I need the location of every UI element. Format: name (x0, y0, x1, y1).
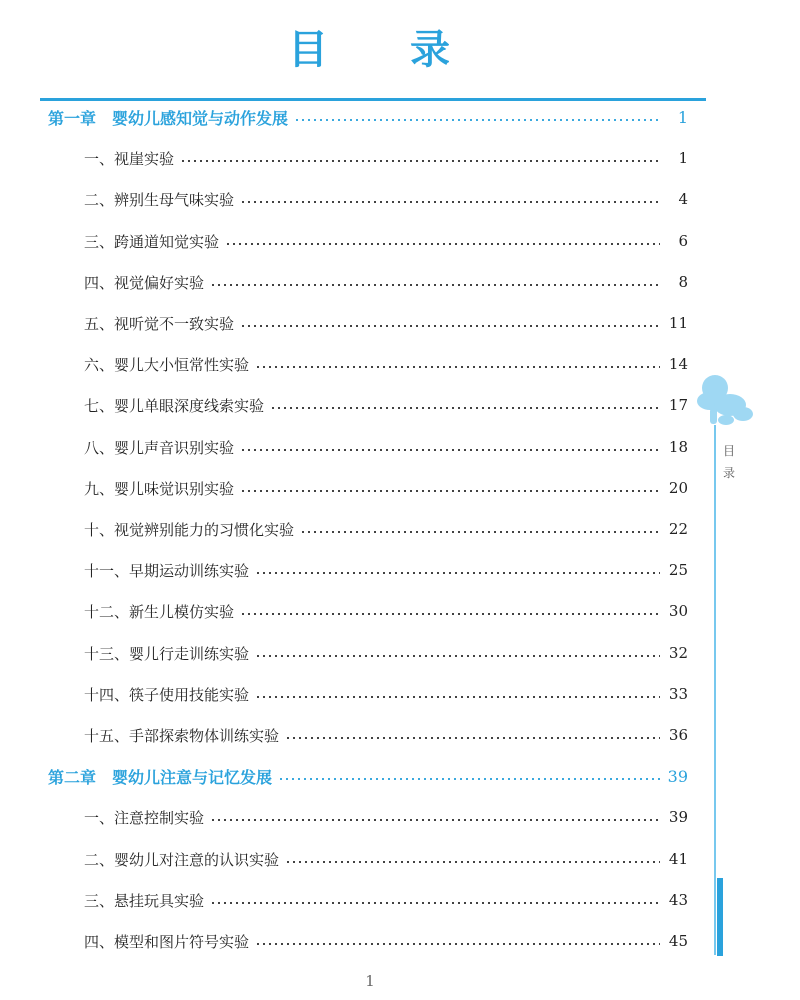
toc-item-row[interactable] (84, 515, 688, 543)
dot-leader (285, 737, 660, 739)
toc-entry-page: 11 (668, 314, 688, 332)
toc-item-row[interactable] (84, 803, 688, 831)
toc-entry-label: 三、悬挂玩具实验 (84, 891, 205, 910)
toc-entry-page: 18 (668, 438, 688, 456)
toc-entry-page: 20 (668, 479, 688, 497)
toc-entry-label: 二、婴幼儿对注意的认识实验 (84, 850, 280, 869)
toc-entry-label: 七、婴儿单眼深度线索实验 (84, 396, 265, 415)
toc-entry-label: 三、跨通道知觉实验 (84, 232, 220, 251)
toc-entry-label: 十五、手部探索物体训练实验 (84, 726, 280, 745)
sidebar-decoration-line (714, 425, 716, 955)
sidebar-label-char-2: 录 (722, 466, 735, 480)
toc-item-row[interactable] (84, 185, 688, 213)
toc-item-row[interactable] (84, 886, 688, 914)
dot-leader (255, 943, 660, 945)
sidebar-accent-block (717, 878, 723, 956)
toc-item-row[interactable] (84, 227, 688, 255)
toc-entry-label: 十一、早期运动训练实验 (84, 561, 250, 580)
toc-item-row[interactable] (84, 556, 688, 584)
toc-item-row[interactable] (84, 680, 688, 708)
toc-item-row[interactable] (84, 350, 688, 378)
toc-entry-label: 十四、筷子使用技能实验 (84, 685, 250, 704)
toc-entry-label: 四、视觉偏好实验 (84, 273, 205, 292)
toc-entry-label: 五、视听觉不一致实验 (84, 314, 235, 333)
toc-entry-page: 14 (668, 355, 688, 373)
page-title-char-1: 目 (288, 27, 330, 73)
toc-entry-label: 二、辨别生母气味实验 (84, 190, 235, 209)
toc-entry-page: 6 (678, 232, 688, 250)
toc-item-row[interactable] (84, 597, 688, 625)
toc-entry-page: 41 (668, 850, 688, 868)
toc-item-row[interactable] (84, 721, 688, 749)
dot-leader (278, 778, 660, 780)
toc-entry-label: 六、婴儿大小恒常性实验 (84, 355, 250, 374)
dot-leader (225, 243, 660, 245)
toc-entry-label: 十、视觉辨别能力的习惯化实验 (84, 520, 295, 539)
page-number: 1 (365, 972, 375, 990)
toc-item-row[interactable] (84, 391, 688, 419)
dot-leader (240, 201, 660, 203)
toc-entry-label: 第二章 婴幼儿注意与记忆发展 (48, 767, 273, 787)
toc-entry-page: 43 (668, 891, 688, 909)
toc-item-row[interactable] (84, 433, 688, 461)
dot-leader (240, 613, 660, 615)
dot-leader (210, 284, 660, 286)
toc-entry-page: 4 (678, 190, 688, 208)
toc-entry-page: 22 (668, 520, 688, 538)
dot-leader (240, 325, 660, 327)
page-title-char-2: 录 (410, 27, 452, 73)
dot-leader (240, 449, 660, 451)
toc-entry-label: 八、婴儿声音识别实验 (84, 438, 235, 457)
dot-leader (210, 902, 660, 904)
dot-leader (255, 696, 660, 698)
dot-leader (255, 655, 660, 657)
dot-leader (270, 407, 660, 409)
toc-item-row[interactable] (84, 144, 688, 172)
toc-entry-page: 39 (668, 808, 688, 826)
toc-chapter-row[interactable] (48, 762, 688, 790)
dot-leader (240, 490, 660, 492)
toc-entry-page: 17 (668, 396, 688, 414)
toc-entry-page: 8 (678, 273, 688, 291)
toc-entry-label: 四、模型和图片符号实验 (84, 932, 250, 951)
toc-entry-label: 九、婴儿味觉识别实验 (84, 479, 235, 498)
dot-leader (300, 531, 660, 533)
toc-entry-label: 一、注意控制实验 (84, 808, 205, 827)
toc-entry-label: 第一章 婴幼儿感知觉与动作发展 (48, 108, 289, 128)
toc-entry-label: 十二、新生儿模仿实验 (84, 602, 235, 621)
dot-leader (210, 819, 660, 821)
toc-chapter-row[interactable] (48, 103, 688, 131)
dot-leader (255, 572, 660, 574)
sidebar-label (722, 440, 736, 484)
toc-item-row[interactable] (84, 474, 688, 502)
crawling-baby-icon (692, 372, 758, 432)
toc-entry-page: 25 (668, 561, 688, 579)
toc-item-row[interactable] (84, 268, 688, 296)
sidebar-label-char-1: 目 (722, 444, 735, 458)
toc-entry-label: 十三、婴儿行走训练实验 (84, 644, 250, 663)
toc-item-row[interactable] (84, 845, 688, 873)
toc-entry-page: 39 (667, 766, 688, 786)
toc-item-row[interactable] (84, 927, 688, 955)
toc-item-row[interactable] (84, 639, 688, 667)
dot-leader (294, 119, 660, 121)
toc-entry-page: 36 (668, 726, 688, 744)
toc-entry-label: 一、视崖实验 (84, 149, 175, 168)
toc-entry-page: 32 (668, 644, 688, 662)
dot-leader (255, 366, 660, 368)
toc-entry-page: 45 (668, 932, 688, 950)
dot-leader (180, 160, 660, 162)
toc-entry-page: 1 (677, 107, 688, 127)
toc-entry-page: 33 (668, 685, 688, 703)
toc-entry-page: 30 (668, 602, 688, 620)
toc-entry-page: 1 (678, 149, 688, 167)
toc-item-row[interactable] (84, 309, 688, 337)
dot-leader (285, 861, 660, 863)
